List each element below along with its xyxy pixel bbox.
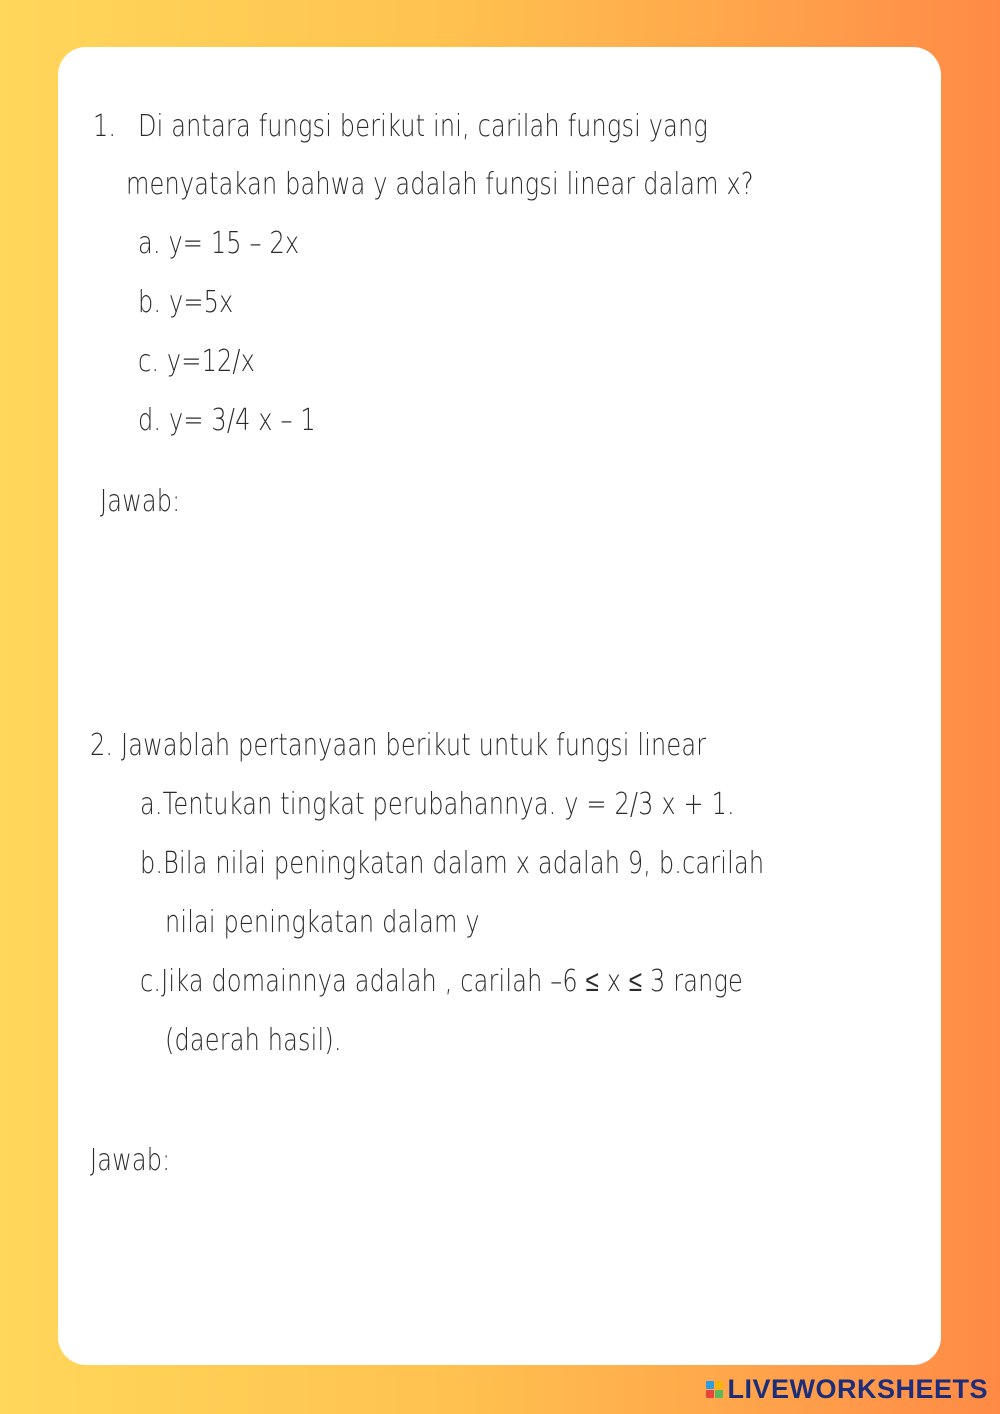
liveworksheets-branding[interactable]	[706, 1372, 988, 1406]
question-1-option-b: b. y=5x	[138, 285, 234, 320]
question-1-text-line-2: menyatakan bahwa y adalah fungsi linear dalam x?	[126, 167, 754, 202]
question-1-option-d: d. y= 3/4 x – 1	[138, 403, 316, 438]
question-2-part-c-line-2: (daerah hasil).	[165, 1023, 342, 1058]
question-1-number: 1.	[93, 109, 117, 144]
brand-name: LIVEWORKSHEETS	[727, 1373, 988, 1404]
question-2-part-b-line-1: b.Bila nilai peningkatan dalam x adalah 9, b.carilah	[140, 846, 765, 881]
question-1-answer-label: Jawab:	[100, 484, 181, 519]
question-2-part-c-line-1: c.Jika domainnya adalah , carilah –6 ≤ x ≤ 3 range	[140, 964, 743, 999]
question-1-option-c: c. y=12/x	[138, 344, 256, 379]
logo-square-blue	[706, 1381, 714, 1389]
question-2-part-b-line-2: nilai peningkatan dalam y	[165, 905, 480, 940]
question-1-text-line-1: Di antara fungsi berikut ini, carilah fungsi yang	[138, 109, 708, 144]
logo-square-red	[706, 1390, 714, 1398]
question-2-part-a: a.Tentukan tingkat perubahannya. y = 2/3 x + 1.	[140, 787, 735, 822]
logo-square-yellow	[715, 1381, 723, 1389]
logo-square-green	[715, 1390, 723, 1398]
question-1-option-a: a. y= 15 – 2x	[138, 226, 300, 261]
liveworksheets-logo-icon	[706, 1381, 723, 1398]
question-2-text: 2. Jawablah pertanyaan berikut untuk fungsi linear	[90, 728, 707, 763]
question-2-answer-label: Jawab:	[90, 1143, 171, 1178]
